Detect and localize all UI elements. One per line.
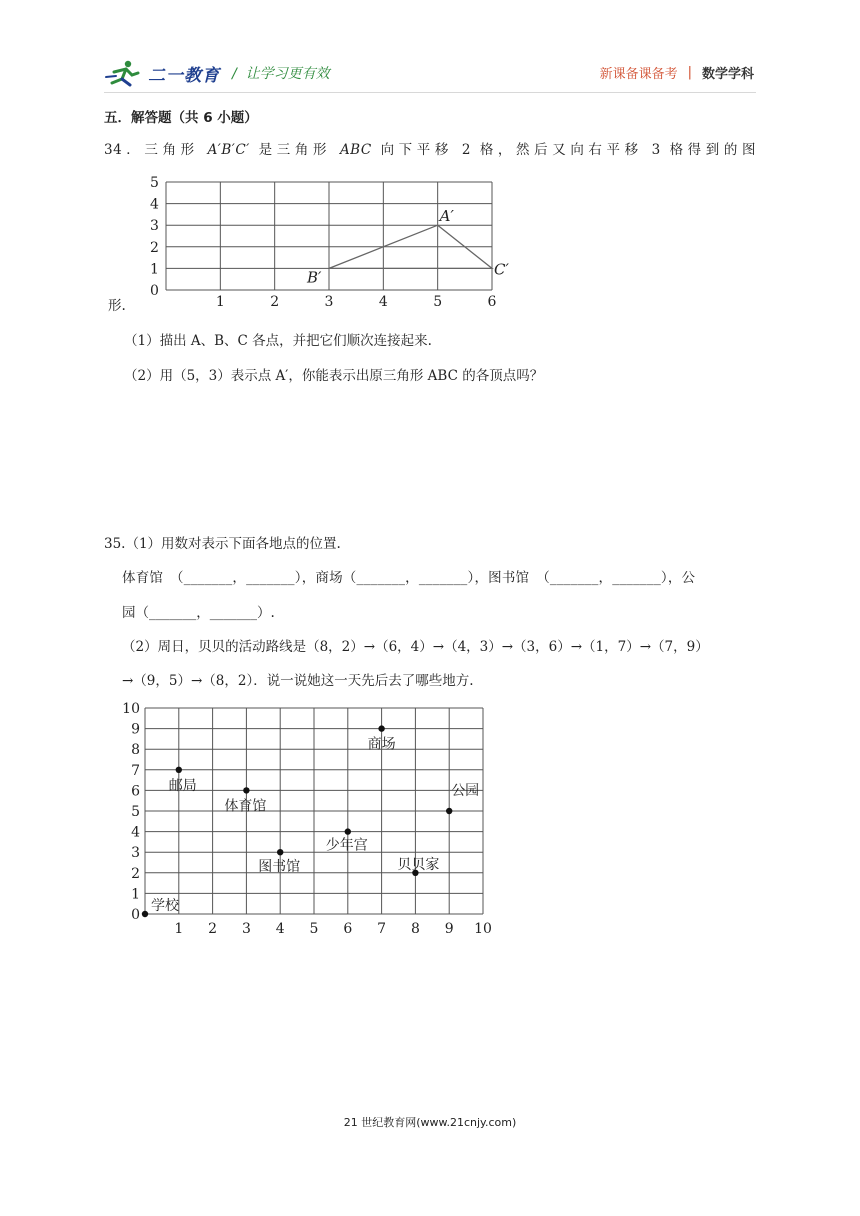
x-tick-label: 5 — [309, 921, 319, 937]
logo-text: 二一教育 — [148, 65, 220, 86]
y-tick-label: 1 — [150, 261, 159, 278]
runner-logo-icon — [104, 59, 144, 87]
location-label: 贝贝家 — [397, 856, 440, 873]
question-34-tail: 形. — [108, 298, 126, 314]
x-tick-label: 3 — [241, 921, 251, 937]
y-tick-label: 10 — [122, 701, 140, 717]
header-course-text: 新课备课备考 — [599, 67, 678, 82]
x-tick-label: 7 — [377, 921, 387, 937]
location-label: 邮局 — [168, 777, 197, 794]
x-tick-label: 2 — [208, 921, 218, 937]
vertex-label: B′ — [307, 268, 322, 287]
location-dot — [243, 787, 249, 793]
vertex-label: A′ — [439, 207, 454, 226]
y-tick-label: 7 — [131, 762, 140, 779]
location-dot — [176, 767, 182, 773]
question-35-line2: 体育馆 （_______，_______），商场（_______，_______），图书馆 （_______，_______），公 — [122, 570, 696, 586]
location-label: 学校 — [151, 898, 179, 914]
question-34-stem: 34．三角形 A′B′C′ 是三角形 ABC 向下平移 2 格，然后又向右平移 3 格得到的图 — [104, 142, 756, 158]
y-tick-label: 0 — [131, 907, 140, 923]
question-34-sub2: （2）用（5，3）表示点 A′，你能表示出原三角形 ABC 的各顶点吗？ — [124, 368, 544, 384]
y-tick-label: 1 — [131, 886, 140, 903]
map-grid-chart-35 — [112, 696, 502, 942]
y-tick-label: 5 — [131, 804, 140, 820]
question-35-line3: 园（_______，_______）. — [122, 605, 275, 621]
location-label: 少年宫 — [325, 837, 368, 854]
x-tick-label: 8 — [410, 921, 420, 937]
location-label: 公园 — [451, 783, 480, 799]
header-subject: 数学学科 — [701, 67, 754, 82]
x-tick-label: 4 — [378, 294, 388, 310]
location-dot — [378, 725, 384, 731]
x-tick-label: 5 — [433, 294, 443, 310]
header-right — [600, 63, 754, 82]
location-label: 商场 — [367, 736, 396, 753]
question-34-sub1: （1）描出 A、B、C 各点，并把它们顺次连接起来. — [124, 333, 432, 349]
header-separator: | — [687, 65, 692, 80]
vertex-label: C′ — [494, 260, 509, 279]
header-brand — [104, 58, 330, 88]
x-tick-label: 1 — [174, 921, 184, 937]
x-tick-label: 1 — [215, 294, 225, 310]
y-tick-label: 3 — [150, 218, 159, 235]
location-label: 体育馆 — [224, 798, 267, 815]
x-tick-label: 9 — [444, 921, 454, 937]
section-title: 五．解答题（共 6 小题） — [104, 110, 258, 126]
x-tick-label: 6 — [487, 294, 497, 310]
question-35-line4: （2）周日，贝贝的活动路线是（8，2）→（6，4）→（4，3）→（3，6）→（1，7）→（7，9） — [122, 639, 709, 655]
x-tick-label: 4 — [275, 921, 285, 937]
question-35-line5: →（9，5）→（8，2）．说一说她这一天先后去了哪些地方. — [122, 673, 474, 689]
y-tick-label: 5 — [150, 175, 159, 191]
y-tick-label: 2 — [150, 239, 159, 256]
footer: 21 世纪教育网(www.21cnjy.com) — [343, 1116, 517, 1129]
x-tick-label: 3 — [324, 294, 334, 310]
y-tick-label: 0 — [150, 283, 159, 299]
location-dot — [277, 849, 283, 855]
y-tick-label: 6 — [131, 783, 140, 800]
y-tick-label: 9 — [131, 721, 140, 738]
y-tick-label: 4 — [150, 196, 159, 213]
location-dot — [142, 911, 148, 917]
header-divider — [104, 92, 756, 93]
y-tick-label: 3 — [131, 845, 140, 862]
y-tick-label: 2 — [131, 865, 140, 882]
x-tick-label: 10 — [474, 921, 492, 937]
y-tick-label: 4 — [131, 824, 140, 841]
location-dot — [446, 808, 452, 814]
slogan: / 让学习更有效 — [232, 66, 330, 82]
location-label: 图书馆 — [258, 859, 301, 876]
question-35-line1: 35.（1）用数对表示下面各地点的位置. — [104, 536, 341, 552]
y-tick-label: 8 — [131, 742, 140, 759]
x-tick-label: 6 — [343, 921, 353, 937]
x-tick-label: 2 — [270, 294, 280, 310]
location-dot — [345, 828, 351, 834]
grid-chart-34 — [116, 172, 536, 318]
